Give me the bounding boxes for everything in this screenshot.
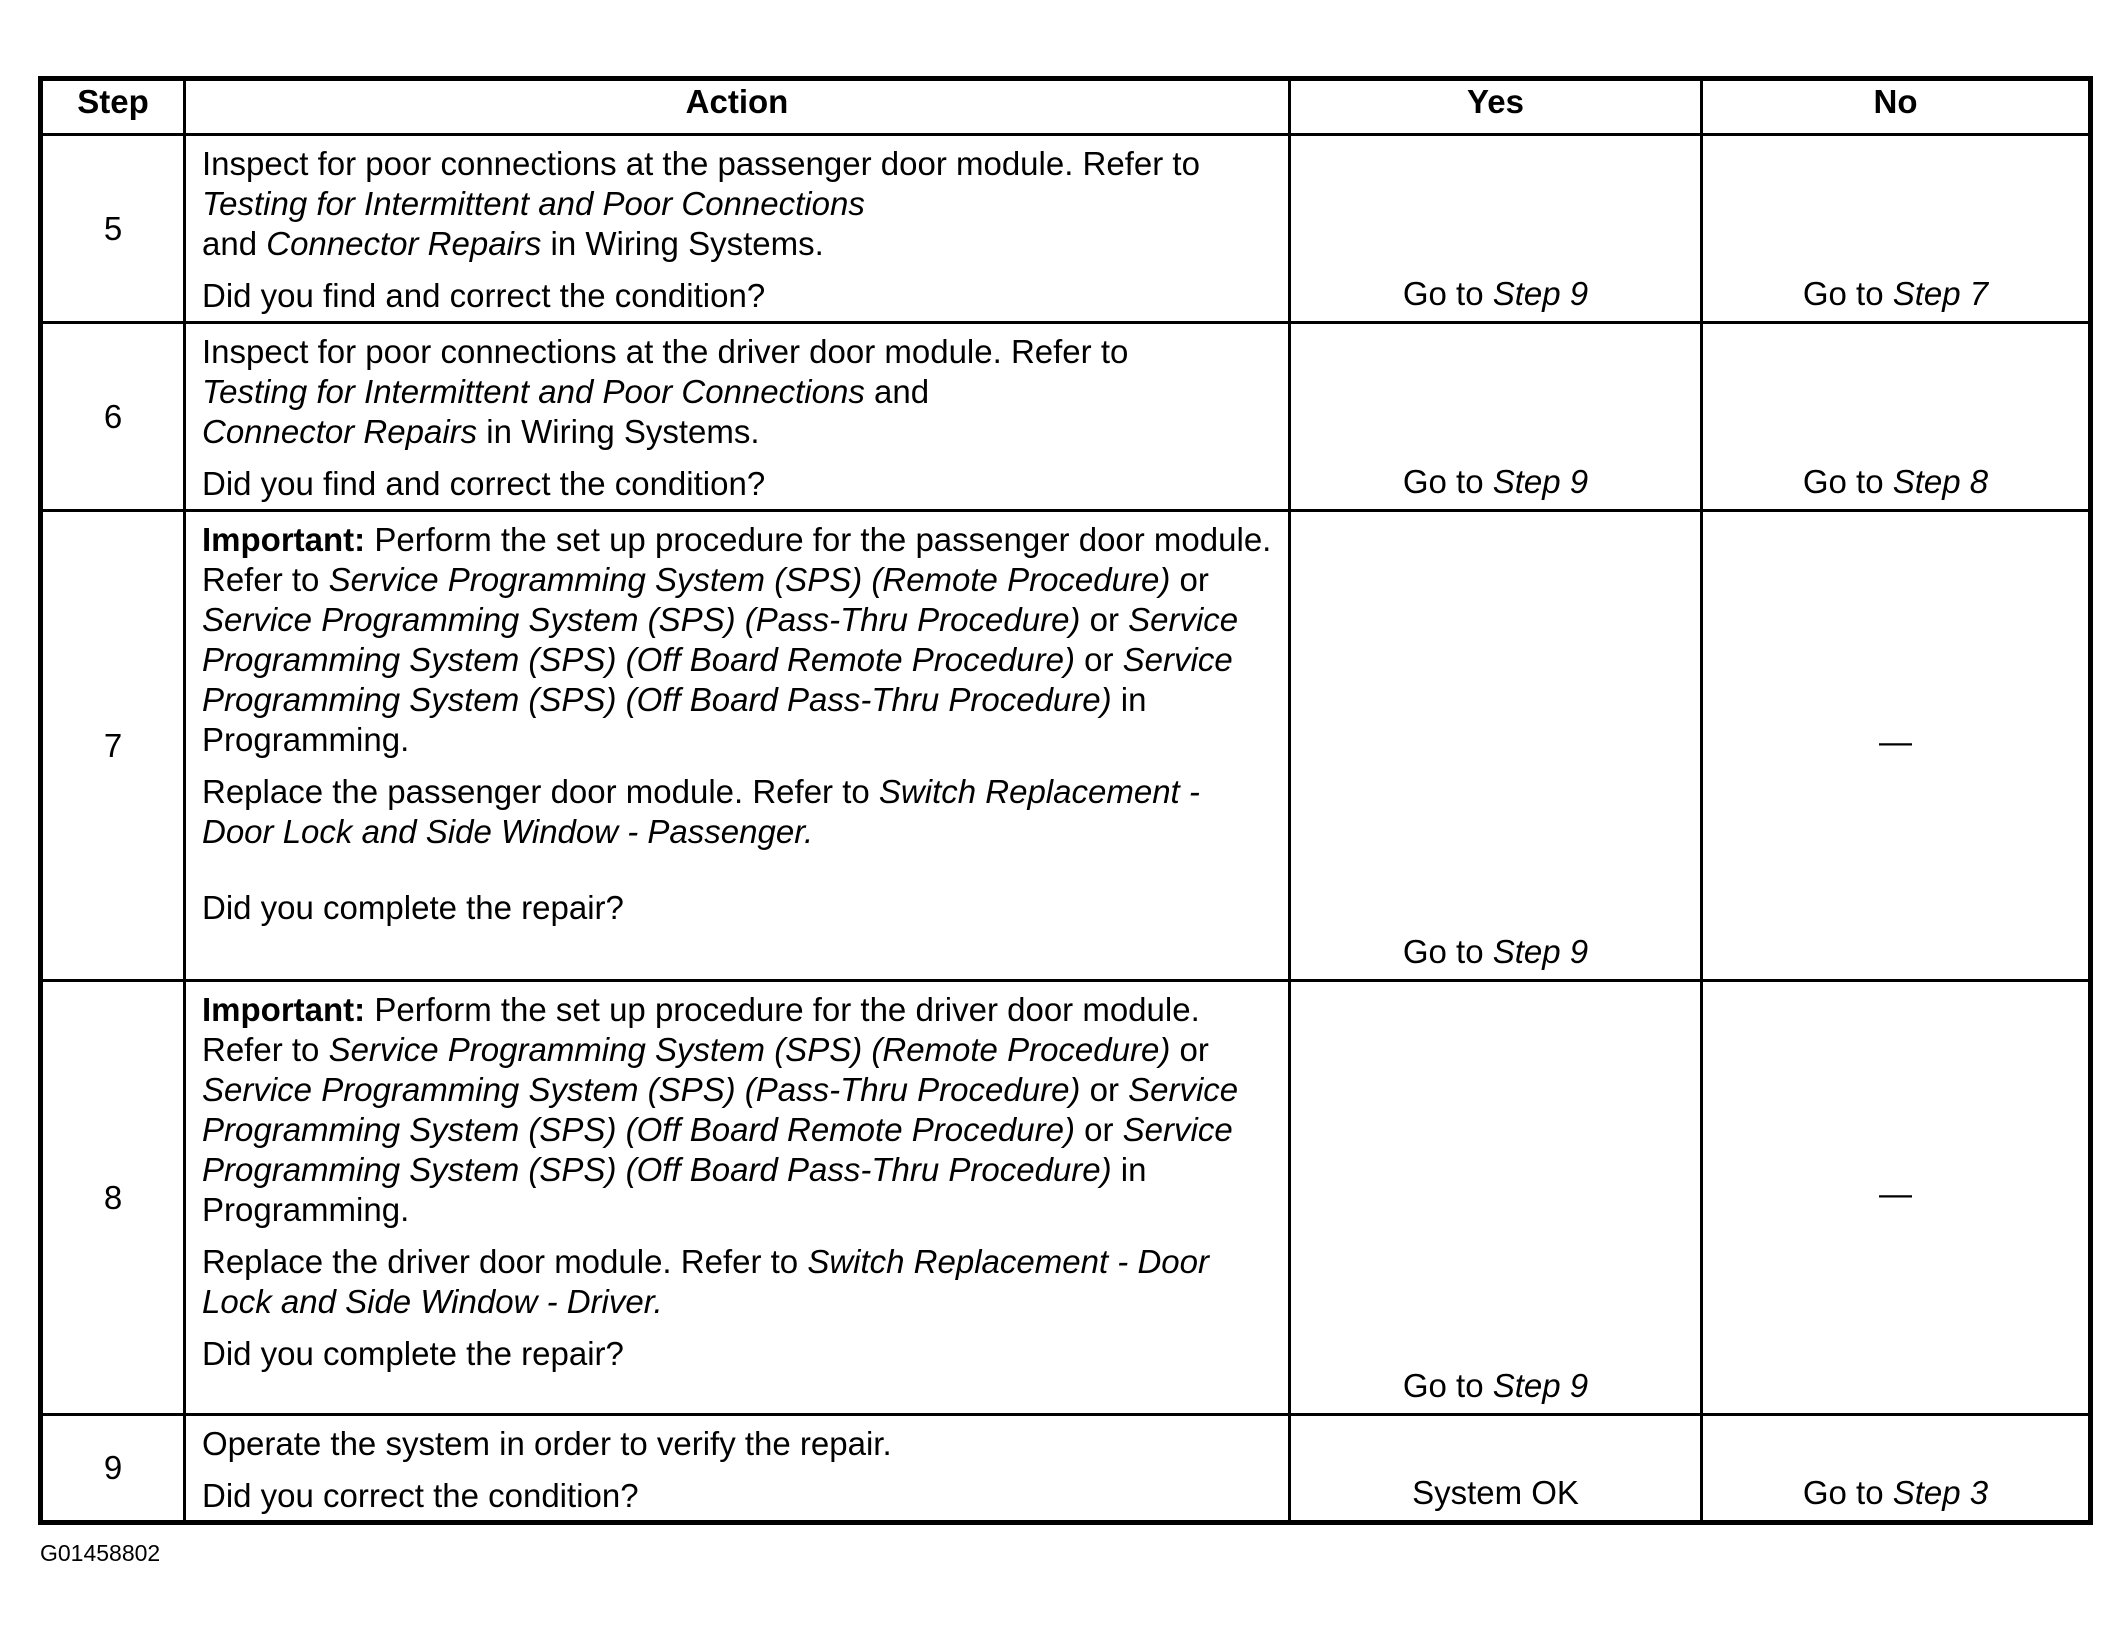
diagnostic-table xyxy=(38,76,2093,1525)
action-question: Did you correct the condition? xyxy=(202,1477,639,1514)
important-label: Important: xyxy=(202,521,366,558)
table-row xyxy=(41,135,2091,323)
action-text: Inspect for poor connections at the driver door module. Refer to Testing for Intermittent and Poor Connections and Connector Repairs in Wiring Systems. xyxy=(202,333,1129,450)
yes-cell: Go to Step 9 xyxy=(1290,323,1702,511)
figure-id: G01458802 xyxy=(40,1540,161,1566)
no-cell: Go to Step 8 xyxy=(1702,323,2091,511)
yes-cell: Go to Step 9 xyxy=(1290,981,1702,1415)
yes-cell: System OK xyxy=(1290,1415,1702,1523)
table-row xyxy=(41,323,2091,511)
header-no: No xyxy=(1702,79,2091,135)
step-number: 8 xyxy=(41,981,185,1415)
action-cell xyxy=(185,511,1290,981)
action-question: Did you find and correct the condition? xyxy=(202,277,766,314)
header-yes: Yes xyxy=(1290,79,1702,135)
action-question: Did you complete the repair? xyxy=(202,889,624,926)
action-cell xyxy=(185,981,1290,1415)
no-cell: — xyxy=(1702,981,2091,1415)
no-cell: Go to Step 3 xyxy=(1702,1415,2091,1523)
action-cell xyxy=(185,1415,1290,1523)
step-number: 7 xyxy=(41,511,185,981)
action-question: Did you complete the repair? xyxy=(202,1335,624,1372)
important-label: Important: xyxy=(202,991,366,1028)
no-cell: Go to Step 7 xyxy=(1702,135,2091,323)
yes-cell: Go to Step 9 xyxy=(1290,135,1702,323)
no-cell: — xyxy=(1702,511,2091,981)
yes-cell: Go to Step 9 xyxy=(1290,511,1702,981)
action-cell xyxy=(185,323,1290,511)
action-cell xyxy=(185,135,1290,323)
action-question: Did you find and correct the condition? xyxy=(202,465,766,502)
header-step: Step xyxy=(41,79,185,135)
header-action: Action xyxy=(185,79,1290,135)
header-row xyxy=(41,79,2091,135)
table-row xyxy=(41,1415,2091,1523)
step-number: 9 xyxy=(41,1415,185,1523)
action-text: Inspect for poor connections at the passenger door module. Refer to Testing for Intermittent and Poor Connections and Connector Repairs in Wiring Systems. xyxy=(202,145,1200,262)
action-text: Important: Perform the set up procedure for the driver door module. Refer to Service Programming System (SPS) (Remote Procedure) or Service Programming System (SPS) (Pass-Thru Procedure) or Service Programming System (SPS) (Off Board Remote Procedure) or Service Programming System (SPS) (Off Board Pass-Thru Procedure) in Programming. xyxy=(202,991,1239,1228)
step-number: 6 xyxy=(41,323,185,511)
table-row xyxy=(41,981,2091,1415)
step-number: 5 xyxy=(41,135,185,323)
action-text: Operate the system in order to verify the repair. xyxy=(202,1425,892,1462)
action-text: Replace the driver door module. Refer to Switch Replacement - Door Lock and Side Window - Driver. xyxy=(202,1243,1209,1320)
action-text: Replace the passenger door module. Refer to Switch Replacement - Door Lock and Side Window - Passenger. xyxy=(202,773,1200,850)
table-row xyxy=(41,511,2091,981)
action-text: Important: Perform the set up procedure for the passenger door module. Refer to Service Programming System (SPS) (Remote Procedure) or Service Programming System (SPS) (Pass-Thru Procedure) or Service Programming System (SPS) (Off Board Remote Procedure) or Service Programming System (SPS) (Off Board Pass-Thru Procedure) in Programming. xyxy=(202,521,1272,758)
